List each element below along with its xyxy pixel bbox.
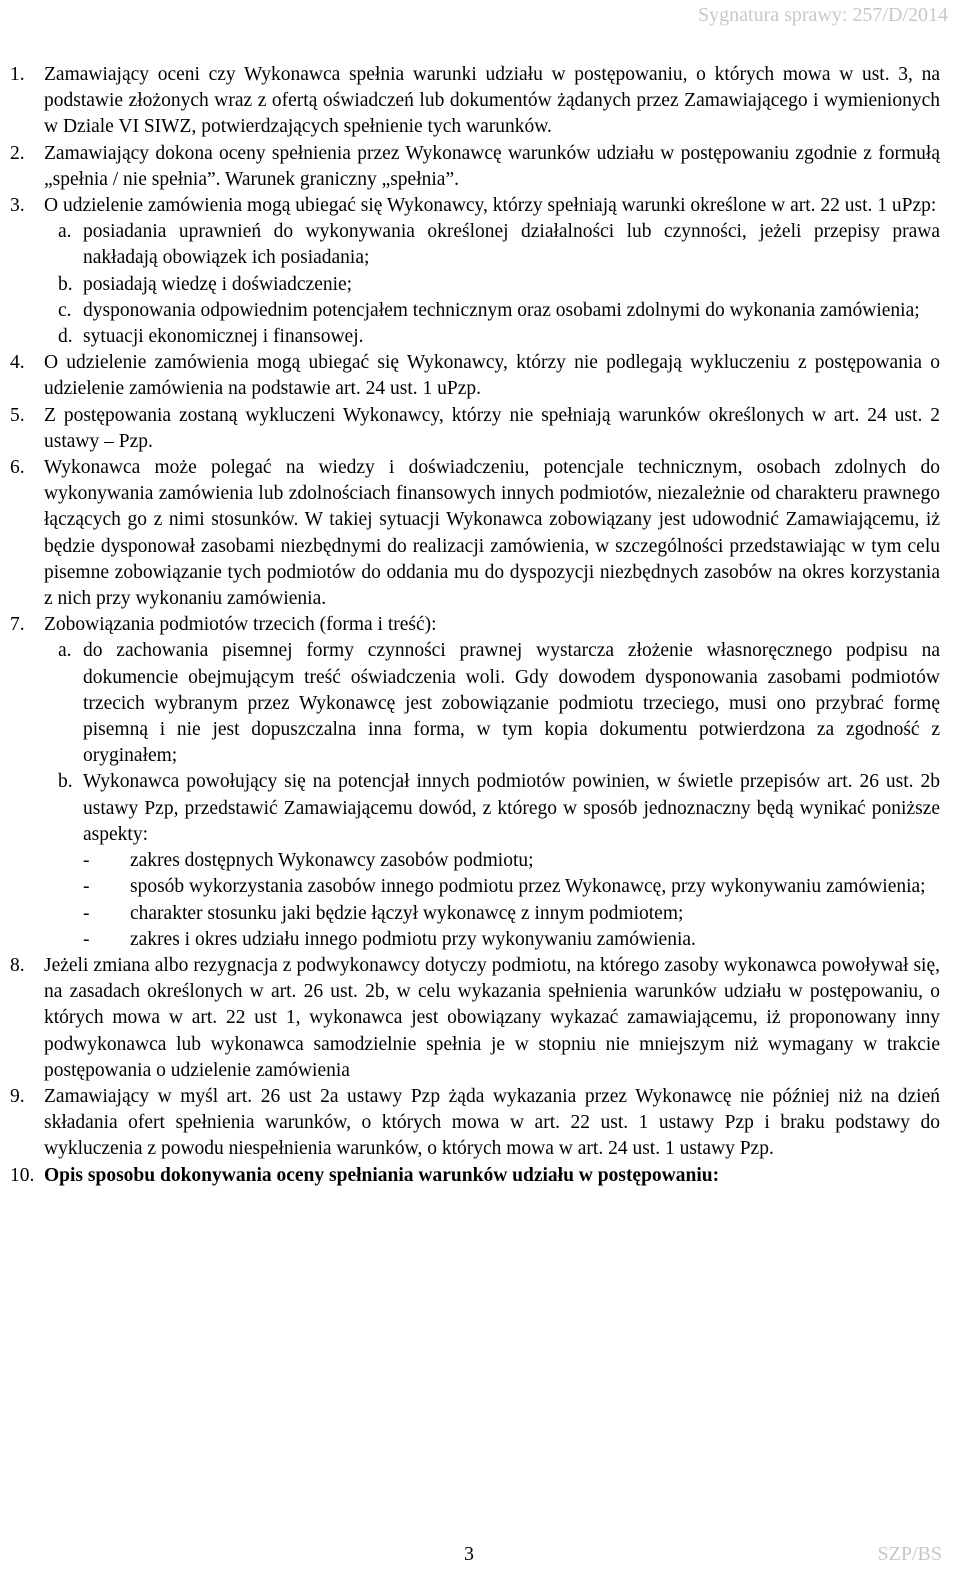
item-text: Z postępowania zostaną wykluczeni Wykonawcy, którzy nie spełniają warunków określonych w art. 24 ust. 2 ustawy – Pzp.: [44, 404, 940, 452]
item-number: 4.: [10, 352, 25, 374]
list-item: [10, 193, 940, 350]
list-item: [10, 953, 940, 1084]
sub-label: c.: [58, 299, 72, 321]
item-text: Jeżeli zmiana albo rezygnacja z podwykonawcy dotyczy podmiotu, na którego zasoby wykonawca powoływał się, na zasadach określonych w art. 26 ust. 2b, w celu wykazania spełnienia warunków udziału w postępowaniu, o których mowa w art. 22 ust 1, wykonawca jest obowiązany wykazać zamawiającemu, iż proponowany inny podwykonawca lub wykonawca samodzielnie spełnia je w stopniu nie mniejszym niż wymagany w trakcie postępowania o udzielenie zamówienia: [44, 954, 940, 1081]
sub-item: [58, 324, 940, 350]
dash-text: zakres dostępnych Wykonawcy zasobów podmiotu;: [130, 850, 534, 872]
item-body: [44, 193, 940, 350]
sub-item: [58, 272, 940, 298]
sub-label: b.: [58, 273, 73, 295]
item-text: O udzielenie zamówienia mogą ubiegać się Wykonawcy, którzy spełniają warunki określone w art. 22 ust. 1 uPzp:: [44, 195, 937, 217]
list-item: [10, 141, 940, 193]
item-number: 2.: [10, 142, 25, 164]
list-item: [10, 350, 940, 402]
item-text: Zamawiający oceni czy Wykonawca spełnia warunki udziału w postępowaniu, o których mowa w ust. 3, na podstawie złożonych wraz z ofertą oświadczeń lub dokumentów żądanych przez Zamawiającego i wymienionych w Dziale VI SIWZ, potwierdzających spełnienie tych warunków.: [44, 64, 940, 138]
sub-text: posiadają wiedzę i doświadczenie;: [83, 273, 353, 295]
list-item: [10, 455, 940, 612]
list-item: [10, 612, 940, 953]
sub-text: Wykonawca powołujący się na potencjał innych podmiotów powinien, w świetle przepisów art. 26 ust. 2b ustawy Pzp, przedstawić Zamawiającemu dowód, z którego w sposób jednoznaczny będą wynikać poniższe aspekty:: [83, 771, 940, 845]
item-number: 9.: [10, 1085, 25, 1107]
sub-item: [58, 219, 940, 271]
sub-text: sytuacji ekonomicznej i finansowej.: [83, 326, 364, 348]
dash-item: [83, 874, 940, 900]
item-number: 1.: [10, 64, 25, 85]
sub-body: [83, 769, 940, 952]
item-text: O udzielenie zamówienia mogą ubiegać się Wykonawcy, którzy nie podlegają wykluczeniu z postępowania o udzielenie zamówienia na podstawie art. 24 ust. 1 uPzp.: [44, 352, 940, 400]
dash-marker: -: [83, 876, 90, 898]
item-number: 3.: [10, 195, 25, 217]
footer-code: SZP/BS: [877, 1543, 942, 1565]
dash-item: [83, 901, 940, 927]
dash-text: sposób wykorzystania zasobów innego podmiotu przez Wykonawcę, przy wykonywaniu zamówienia;: [130, 876, 926, 898]
item-text: Zobowiązania podmiotów trzecich (forma i treść):: [44, 614, 437, 636]
sub-label: a.: [58, 221, 72, 243]
sub-text: posiadania uprawnień do wykonywania określonej działalności lub czynności, jeżeli przepisy prawa nakładają obowiązek ich posiadania;: [83, 221, 940, 269]
item-number: 7.: [10, 614, 25, 636]
item-body: [44, 612, 940, 953]
item-number: 10.: [10, 1164, 35, 1186]
list-item: [10, 1084, 940, 1163]
list-item: [10, 62, 940, 141]
page-number: 3: [464, 1543, 474, 1565]
list-item: [10, 403, 940, 455]
dash-marker: -: [83, 902, 90, 924]
sub-text: do zachowania pisemnej formy czynności prawnej wystarcza złożenie własnoręcznego podpisu na dokumencie obejmującym treść oświadczenia woli. Gdy dowodem dysponowania zasobami podmiotów trzecich wybranym przez Wykonawcę jest zobowiązanie podmiotu trzeciego, musi ono przybrać formę pisemną i nie jest dopuszczalna inna forma, w tym kopia dokumentu potwierdzona za zgodność z oryginałem;: [83, 640, 940, 767]
item-number: 8.: [10, 954, 25, 976]
sub-label: a.: [58, 640, 72, 662]
case-signature: Sygnatura sprawy: 257/D/2014: [698, 4, 948, 26]
sub-label: d.: [58, 326, 73, 348]
section-heading: Opis sposobu dokonywania oceny spełniania warunków udziału w postępowaniu:: [44, 1164, 720, 1186]
sub-item: [58, 298, 940, 324]
item-text: Zamawiający w myśl art. 26 ust 2a ustawy Pzp żąda wykazania przez Wykonawcę nie później niż na dzień składania ofert spełnienia warunków, o których mowa w art. 22 ust. 1 ustawy Pzp i braku podstawy do wykluczenia z powodu niespełnienia warunków, o których mowa w art. 24 ust. 1 ustawy Pzp.: [44, 1085, 940, 1160]
dash-item: [83, 848, 940, 874]
dash-text: charakter stosunku jaki będzie łączył wykonawcę z innym podmiotem;: [130, 902, 684, 924]
dash-text: zakres i okres udziału innego podmiotu przy wykonywaniu zamówienia.: [130, 928, 696, 950]
sub-label: b.: [58, 771, 73, 793]
list-item: [10, 1163, 940, 1189]
item-number: 5.: [10, 404, 25, 426]
dash-item: [83, 927, 940, 953]
sub-text: dysponowania odpowiednim potencjałem technicznym oraz osobami zdolnymi do wykonania zamówienia;: [83, 299, 920, 321]
sub-item: [58, 769, 940, 952]
sub-item: [58, 638, 940, 769]
dash-marker: -: [83, 928, 90, 950]
document-body: [10, 62, 940, 1189]
item-text: Zamawiający dokona oceny spełnienia przez Wykonawcę warunków udziału w postępowaniu zgodnie z formułą „spełnia / nie spełnia”. Warunek graniczny „spełnia”.: [44, 142, 940, 190]
item-text: Wykonawca może polegać na wiedzy i doświadczeniu, potencjale technicznym, osobach zdolnych do wykonywania zamówienia lub zdolnościach finansowych innych podmiotów, niezależnie od charakteru prawnego łączących go z nimi stosunków. W takiej sytuacji Wykonawca zobowiązany jest udowodnić Zamawiającemu, iż będzie dysponował zasobami niezbędnymi do realizacji zamówienia, w szczególności przedstawiając w tym celu pisemne zobowiązanie tych podmiotów do oddania mu do dyspozycji niezbędnych zasobów na okres korzystania z nich przy wykonaniu zamówienia.: [44, 457, 940, 610]
item-number: 6.: [10, 457, 25, 479]
dash-marker: -: [83, 850, 90, 872]
